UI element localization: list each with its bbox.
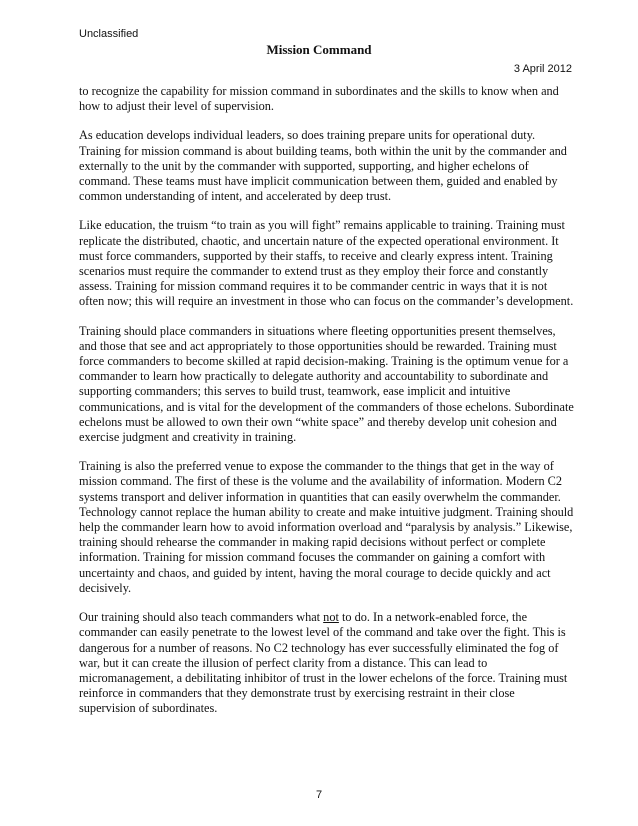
document-title: Mission Command <box>266 42 372 57</box>
underlined-emphasis: not <box>323 610 339 625</box>
paragraph-2: As education develops individual leaders, so does training prepare units for operational duty. Training for mission command is about building teams, both within the unit by the commander and externally to the unit by the commander with supported, supporting, and higher echelons of command. These teams must have implicit communication between them, guided and enabled by common understanding of intent, and accelerated by deep trust. <box>79 128 567 204</box>
paragraph-4: Training should place commanders in situations where fleeting opportunities present themselves, and those that see and act appropriately to those opportunities should be rewarded. Training must force commanders to become skilled at rapid decision-making. Training is the optimum venue for a commander to learn how practically to delegate authority and accountability to subordinate and supporting commanders; this serves to build trust, teamwork, ease implicit and intuitive communications, and is vital for the development of the commanders of those echelons. Subordinate echelons must be allowed to own their own “white space” and thereby develop unit cohesion and exercise judgment and creativity in training. <box>79 323 574 445</box>
paragraph-5: Training is also the preferred venue to expose the commander to the things that get in the way of mission command. The first of these is the volume and the availability of information. Modern C2 systems transport and deliver information in quantities that can easily overwhelm the commander. Technology cannot replace the human ability to create and make intuitive judgment. Training should help the commander learn how to avoid information overload and “paralysis by analysis.” Likewise, training should rehearse the commander in making rapid decisions without perfect or complete information. Training for mission command focuses the commander on gaining a comfort with uncertainty and chaos, and guided by intent, having the moral courage to decide quickly and act decisively. <box>79 459 574 595</box>
paragraph-6 <box>79 610 574 716</box>
classification-marking: Unclassified <box>79 28 139 40</box>
page-number: 7 <box>315 789 323 801</box>
document-body <box>79 84 574 731</box>
document-date: 3 April 2012 <box>513 63 572 75</box>
paragraph-1: to recognize the capability for mission command in subordinates and the skills to know when and how to adjust their level of supervision. <box>79 84 559 114</box>
paragraph-6-start: Our training should also teach commanders what <box>79 610 324 625</box>
paragraph-6-end: to do. In a network-enabled force, the commander can easily penetrate to the lowest level of the command and take over the fight. This is dangerous for a number of reasons. No C2 technology has ever successfully eliminated the fog of war, but it can create the illusion of perfect clarity from a distance. This can lead to micromanagement, a debilitating inhibitor of trust in the lower echelons of the force. Training must reinforce in commanders that they demonstrate trust by exercising restraint in their close supervision of subordinates. <box>79 610 568 716</box>
paragraph-3: Like education, the truism “to train as you will fight” remains applicable to training. Training must replicate the distributed, chaotic, and uncertain nature of the expected operational environment. It must force commanders, supported by their staffs, to receive and clearly express intent. Training scenarios must require the commander to extend trust as they employ their force and constantly assess. Training for mission command requires it to be commander centric in ways that it is not often now; this will require an investment in those who can focus on the commander’s development. <box>79 218 574 309</box>
